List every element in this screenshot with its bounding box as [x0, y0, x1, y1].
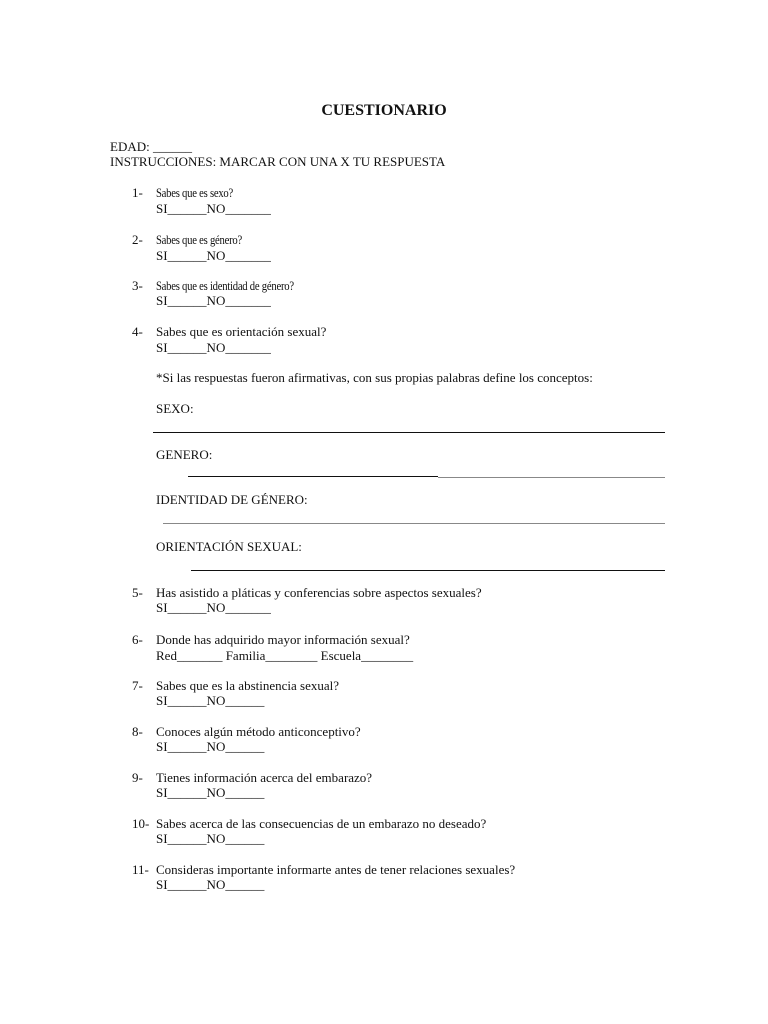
- question-number: 5-: [132, 585, 143, 600]
- question-text: Sabes que es género?: [156, 232, 242, 247]
- answer-line: SI______NO______: [156, 831, 265, 846]
- question-number: 7-: [132, 678, 143, 693]
- answer-line: SI______NO______: [156, 877, 265, 892]
- definition-label-orientacion: ORIENTACIÓN SEXUAL:: [156, 539, 302, 554]
- definition-line-genero: [188, 476, 438, 477]
- page-title: CUESTIONARIO: [321, 102, 447, 119]
- question-number: 4-: [132, 324, 143, 339]
- definition-label-sexo: SEXO:: [156, 401, 194, 416]
- definition-line-sexo: [153, 432, 665, 433]
- question-text: Sabes que es orientación sexual?: [156, 324, 327, 339]
- definition-label-identidad: IDENTIDAD DE GÉNERO:: [156, 492, 308, 507]
- question-number: 11-: [132, 862, 149, 877]
- edad-field: EDAD: ______: [110, 139, 192, 154]
- answer-line: SI______NO_______: [156, 600, 271, 615]
- question-text: Sabes que es identidad de género?: [156, 278, 294, 293]
- question-number: 3-: [132, 278, 143, 293]
- definition-line-genero-end: [438, 477, 665, 478]
- answer-line: SI______NO______: [156, 785, 265, 800]
- question-text: Consideras importante informarte antes de tener relaciones sexuales?: [156, 862, 516, 877]
- question-text: Sabes que es sexo?: [156, 185, 233, 200]
- question-text: Sabes que es la abstinencia sexual?: [156, 678, 340, 693]
- instructions: INSTRUCCIONES: MARCAR CON UNA X TU RESPUESTA: [110, 154, 446, 169]
- answer-line: SI______NO_______: [156, 293, 271, 308]
- question-text: Conoces algún método anticonceptivo?: [156, 724, 361, 739]
- definition-line-orientacion: [191, 570, 665, 571]
- definition-line-identidad: [163, 523, 665, 524]
- answer-line: SI______NO_______: [156, 340, 271, 355]
- question-number: 10-: [132, 816, 150, 831]
- question-text: Tienes información acerca del embarazo?: [156, 770, 373, 785]
- question-text: Donde has adquirido mayor información sexual?: [156, 632, 410, 647]
- question-number: 6-: [132, 632, 143, 647]
- question-number: 8-: [132, 724, 143, 739]
- question-number: 1-: [132, 185, 143, 200]
- answer-line: SI______NO_______: [156, 248, 271, 263]
- answer-line: SI______NO______: [156, 693, 265, 708]
- definitions-note: *Si las respuestas fueron afirmativas, con sus propias palabras define los conceptos:: [156, 370, 593, 385]
- question-text: Sabes acerca de las consecuencias de un embarazo no deseado?: [156, 816, 487, 831]
- answer-line: SI______NO_______: [156, 201, 271, 216]
- definition-label-genero: GENERO:: [156, 447, 213, 462]
- answer-line: SI______NO______: [156, 739, 265, 754]
- answer-line: Red_______ Familia________ Escuela________: [156, 648, 414, 663]
- question-number: 2-: [132, 232, 143, 247]
- question-number: 9-: [132, 770, 143, 785]
- question-text: Has asistido a pláticas y conferencias sobre aspectos sexuales?: [156, 585, 482, 600]
